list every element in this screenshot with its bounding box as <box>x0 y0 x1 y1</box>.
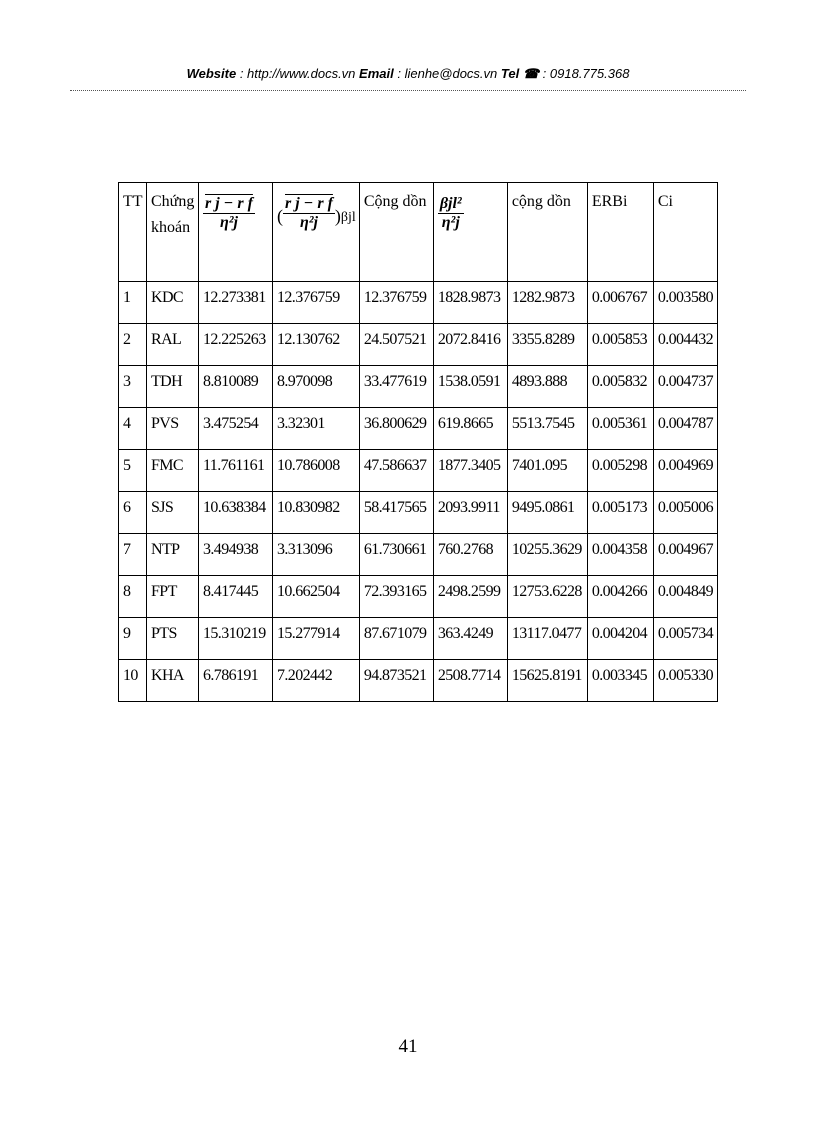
tel-label: Tel <box>500 66 520 81</box>
cell-stock: FPT <box>147 576 199 618</box>
cell-tt: 8 <box>119 576 147 618</box>
cell-erbi: 0.006767 <box>587 282 653 324</box>
cell-ci: 0.004849 <box>653 576 717 618</box>
cell-tt: 7 <box>119 534 147 576</box>
header-cumulative-2: cộng dồn <box>507 183 587 282</box>
cell-cumulative-1: 61.730661 <box>359 534 433 576</box>
cell-ci: 0.003580 <box>653 282 717 324</box>
fraction-1-numerator: r j − r f <box>205 195 253 212</box>
cell-weighted-ratio: 12.130762 <box>273 324 360 366</box>
cell-stock: NTP <box>147 534 199 576</box>
cell-cumulative-2: 9495.0861 <box>507 492 587 534</box>
table-row <box>119 660 718 702</box>
header-stock-line1: Chứng <box>151 193 195 210</box>
cell-tt: 4 <box>119 408 147 450</box>
cell-excess-return-ratio: 8.417445 <box>199 576 273 618</box>
table-row <box>119 534 718 576</box>
cell-tt: 1 <box>119 282 147 324</box>
cell-excess-return-ratio: 12.225263 <box>199 324 273 366</box>
cell-cumulative-1: 24.507521 <box>359 324 433 366</box>
cell-ci: 0.005734 <box>653 618 717 660</box>
cell-ci: 0.004969 <box>653 450 717 492</box>
website-value[interactable]: : http://www.docs.vn <box>239 66 356 81</box>
cell-cumulative-1: 94.873521 <box>359 660 433 702</box>
cell-cumulative-2: 12753.6228 <box>507 576 587 618</box>
cell-ci: 0.004737 <box>653 366 717 408</box>
cell-beta-ratio: 2508.7714 <box>433 660 507 702</box>
header-weighted-ratio: ( $\frac{\text{r j − r f}}{\text{η²j}}$ )βjl <box>273 183 360 282</box>
cell-erbi: 0.005361 <box>587 408 653 450</box>
fraction-3-denominator: η²j <box>441 214 460 231</box>
header-cumulative-1: Cộng dồn <box>359 183 433 282</box>
cell-weighted-ratio: 15.277914 <box>273 618 360 660</box>
cell-erbi: 0.005173 <box>587 492 653 534</box>
cell-beta-ratio: 1538.0591 <box>433 366 507 408</box>
email-value[interactable]: : lienhe@docs.vn <box>397 66 498 81</box>
cell-cumulative-1: 47.586637 <box>359 450 433 492</box>
cell-erbi: 0.003345 <box>587 660 653 702</box>
cell-tt: 5 <box>119 450 147 492</box>
cell-stock: PTS <box>147 618 199 660</box>
cell-beta-ratio: 1828.9873 <box>433 282 507 324</box>
cell-excess-return-ratio: 15.310219 <box>199 618 273 660</box>
cell-cumulative-1: 33.477619 <box>359 366 433 408</box>
website-label: Website <box>186 66 237 81</box>
cell-excess-return-ratio: 6.786191 <box>199 660 273 702</box>
cell-ci: 0.004432 <box>653 324 717 366</box>
cell-weighted-ratio: 3.313096 <box>273 534 360 576</box>
fraction-2-numerator: r j − r f <box>285 195 333 212</box>
table-row <box>119 576 718 618</box>
header-beta-ratio <box>433 183 507 282</box>
header-stock <box>147 183 199 282</box>
cell-stock: RAL <box>147 324 199 366</box>
table-row <box>119 366 718 408</box>
cell-cumulative-1: 36.800629 <box>359 408 433 450</box>
cell-excess-return-ratio: 3.475254 <box>199 408 273 450</box>
cell-erbi: 0.004204 <box>587 618 653 660</box>
page-header <box>70 66 746 82</box>
cell-weighted-ratio: 8.970098 <box>273 366 360 408</box>
header-excess-return-ratio <box>199 183 273 282</box>
table-row <box>119 324 718 366</box>
cell-stock: KHA <box>147 660 199 702</box>
cell-ci: 0.004787 <box>653 408 717 450</box>
cell-weighted-ratio: 7.202442 <box>273 660 360 702</box>
table-row <box>119 450 718 492</box>
header-ci: Ci <box>653 183 717 282</box>
cell-weighted-ratio: 10.830982 <box>273 492 360 534</box>
cell-stock: TDH <box>147 366 199 408</box>
fraction-3-numerator: βjl² <box>439 195 462 212</box>
beta-symbol: βjl <box>340 210 356 225</box>
header-erbi: ERBi <box>587 183 653 282</box>
fraction-1-denominator: η²j <box>219 214 238 231</box>
cell-cumulative-2: 3355.8289 <box>507 324 587 366</box>
phone-icon: ☎ <box>522 66 540 81</box>
cell-erbi: 0.005298 <box>587 450 653 492</box>
cell-cumulative-2: 7401.095 <box>507 450 587 492</box>
fraction-1 <box>203 195 255 232</box>
cell-excess-return-ratio: 11.761161 <box>199 450 273 492</box>
cell-weighted-ratio: 3.32301 <box>273 408 360 450</box>
cell-cumulative-2: 15625.8191 <box>507 660 587 702</box>
header-divider <box>70 90 746 91</box>
cell-stock: KDC <box>147 282 199 324</box>
cell-beta-ratio: 2093.9911 <box>433 492 507 534</box>
table-row <box>119 408 718 450</box>
table-row <box>119 618 718 660</box>
cell-excess-return-ratio: 12.273381 <box>199 282 273 324</box>
cell-tt: 3 <box>119 366 147 408</box>
cell-excess-return-ratio: 8.810089 <box>199 366 273 408</box>
cell-erbi: 0.004266 <box>587 576 653 618</box>
cell-cumulative-1: 12.376759 <box>359 282 433 324</box>
cell-beta-ratio: 619.8665 <box>433 408 507 450</box>
cell-cumulative-2: 13117.0477 <box>507 618 587 660</box>
cell-cumulative-2: 1282.9873 <box>507 282 587 324</box>
email-label: Email <box>359 66 394 81</box>
cell-ci: 0.004967 <box>653 534 717 576</box>
cell-cumulative-1: 58.417565 <box>359 492 433 534</box>
cell-cumulative-1: 72.393165 <box>359 576 433 618</box>
cell-weighted-ratio: 10.662504 <box>273 576 360 618</box>
fraction-3 <box>438 195 464 232</box>
cell-excess-return-ratio: 10.638384 <box>199 492 273 534</box>
cell-weighted-ratio: 12.376759 <box>273 282 360 324</box>
cell-erbi: 0.005832 <box>587 366 653 408</box>
cell-beta-ratio: 2072.8416 <box>433 324 507 366</box>
fraction-2 <box>283 195 335 232</box>
cell-stock: PVS <box>147 408 199 450</box>
table-header-row <box>119 183 718 282</box>
cell-cumulative-2: 4893.888 <box>507 366 587 408</box>
data-table <box>118 182 718 702</box>
cell-stock: SJS <box>147 492 199 534</box>
header-stock-line2: khoán <box>151 219 191 236</box>
cell-cumulative-2: 5513.7545 <box>507 408 587 450</box>
cell-beta-ratio: 363.4249 <box>433 618 507 660</box>
tel-value: : 0918.775.368 <box>542 66 630 81</box>
header-tt: TT <box>119 183 147 282</box>
cell-tt: 9 <box>119 618 147 660</box>
fraction-2-denominator: η²j <box>299 214 318 231</box>
cell-beta-ratio: 760.2768 <box>433 534 507 576</box>
cell-ci: 0.005006 <box>653 492 717 534</box>
cell-erbi: 0.005853 <box>587 324 653 366</box>
cell-cumulative-1: 87.671079 <box>359 618 433 660</box>
cell-beta-ratio: 1877.3405 <box>433 450 507 492</box>
table-row <box>119 282 718 324</box>
cell-tt: 2 <box>119 324 147 366</box>
cell-tt: 6 <box>119 492 147 534</box>
cell-beta-ratio: 2498.2599 <box>433 576 507 618</box>
cell-tt: 10 <box>119 660 147 702</box>
cell-excess-return-ratio: 3.494938 <box>199 534 273 576</box>
table-row <box>119 492 718 534</box>
cell-cumulative-2: 10255.3629 <box>507 534 587 576</box>
page-number: 41 <box>398 1036 418 1057</box>
cell-weighted-ratio: 10.786008 <box>273 450 360 492</box>
cell-erbi: 0.004358 <box>587 534 653 576</box>
cell-ci: 0.005330 <box>653 660 717 702</box>
cell-stock: FMC <box>147 450 199 492</box>
